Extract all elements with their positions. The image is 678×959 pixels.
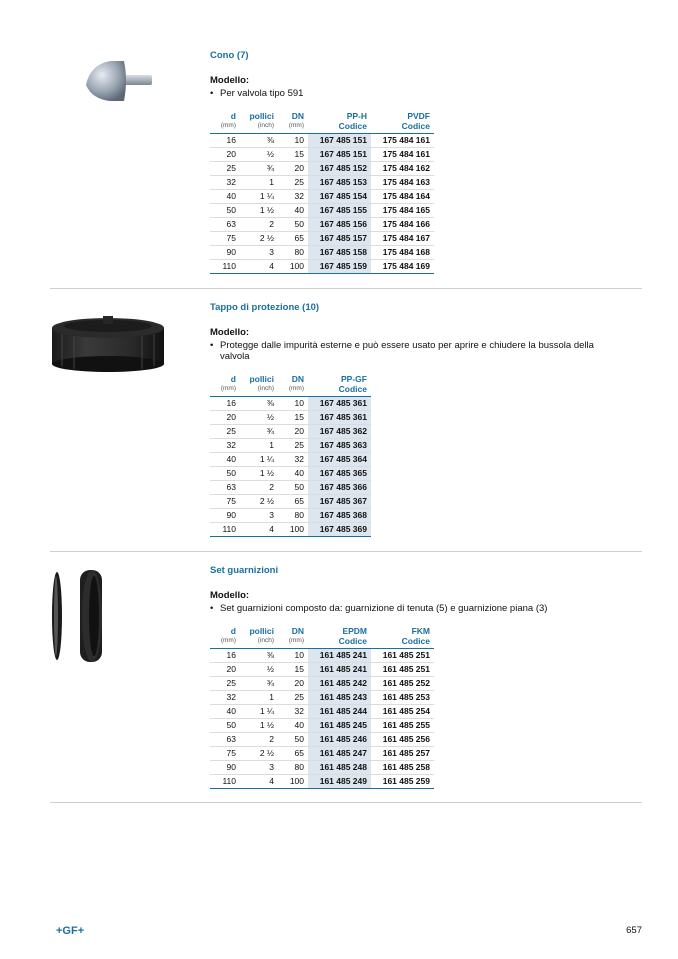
cell-code-1: 167 485 361	[308, 397, 371, 411]
cell-dn: 100	[278, 775, 308, 789]
cell-d: 75	[210, 495, 240, 509]
col-material-1: EPDM	[342, 626, 367, 636]
cell-code-2: 175 484 168	[371, 246, 434, 260]
cell-code-2: 161 485 251	[371, 663, 434, 677]
table-row	[210, 663, 434, 677]
cell-dn: 80	[278, 761, 308, 775]
cell-dn: 32	[278, 705, 308, 719]
unit-dn: (mm)	[278, 636, 308, 649]
divider	[50, 802, 642, 803]
table-row	[210, 523, 371, 537]
cell-d: 110	[210, 775, 240, 789]
cell-code-1: 167 485 151	[308, 148, 371, 162]
cell-code-2: 161 485 255	[371, 719, 434, 733]
cell-dn: 15	[278, 411, 308, 425]
cell-code-2: 161 485 256	[371, 733, 434, 747]
cell-d: 63	[210, 481, 240, 495]
cell-pollici: 4	[240, 523, 278, 537]
cell-d: 20	[210, 148, 240, 162]
cell-d: 90	[210, 246, 240, 260]
cell-d: 90	[210, 761, 240, 775]
cell-pollici: 1 ½	[240, 204, 278, 218]
cell-pollici: 1	[240, 691, 278, 705]
bullet-text: Per valvola tipo 591	[220, 88, 304, 99]
cell-pollici: 4	[240, 260, 278, 274]
cell-pollici: ¾	[240, 425, 278, 439]
cell-d: 75	[210, 747, 240, 761]
cell-pollici: 3	[240, 246, 278, 260]
cell-dn: 65	[278, 495, 308, 509]
bullet-item: • Set guarnizioni composto da: guarnizione di tenuta (5) e guarnizione piana (3)	[210, 603, 620, 614]
cell-pollici: 2 ½	[240, 747, 278, 761]
table-row	[210, 691, 434, 705]
cell-code-1: 167 485 152	[308, 162, 371, 176]
cell-d: 40	[210, 190, 240, 204]
cell-d: 63	[210, 218, 240, 232]
cell-code-1: 167 485 157	[308, 232, 371, 246]
cell-d: 32	[210, 691, 240, 705]
col-material-2: PVDF	[407, 111, 430, 121]
spec-table	[210, 626, 434, 789]
cell-dn: 15	[278, 663, 308, 677]
cell-pollici: ½	[240, 411, 278, 425]
cell-code-1: 161 485 241	[308, 663, 371, 677]
unit-pollici: (inch)	[240, 384, 278, 397]
cell-dn: 80	[278, 509, 308, 523]
cell-d: 110	[210, 260, 240, 274]
table-row	[210, 134, 434, 148]
cell-pollici: 2 ½	[240, 495, 278, 509]
cell-dn: 10	[278, 134, 308, 148]
unit-d: (mm)	[210, 121, 240, 134]
cell-dn: 40	[278, 467, 308, 481]
col-pollici: pollici	[249, 111, 274, 121]
table-row	[210, 481, 371, 495]
cell-pollici: 1 ¼	[240, 453, 278, 467]
cell-pollici: 4	[240, 775, 278, 789]
cell-code-1: 167 485 155	[308, 204, 371, 218]
divider	[50, 288, 642, 289]
bullet-text: Protegge dalle impurità esterne e può essere usato per aprire e chiudere la bussola della valvola	[220, 340, 594, 362]
cell-code-1: 161 485 241	[308, 649, 371, 663]
table-row	[210, 719, 434, 733]
cell-code-1: 167 485 361	[308, 411, 371, 425]
unit-dn: (mm)	[278, 384, 308, 397]
cell-code-2: 161 485 259	[371, 775, 434, 789]
col-material-1: PP-H	[346, 111, 367, 121]
cell-dn: 50	[278, 218, 308, 232]
cell-code-1: 161 485 242	[308, 677, 371, 691]
cell-code-1: 167 485 154	[308, 190, 371, 204]
col-d: d	[230, 111, 236, 121]
cell-code-2: 161 485 254	[371, 705, 434, 719]
table-row	[210, 411, 371, 425]
unit-code-1: Codice	[308, 636, 371, 649]
table-row	[210, 176, 434, 190]
unit-code-1: Codice	[308, 384, 371, 397]
cell-d: 25	[210, 425, 240, 439]
table-row	[210, 246, 434, 260]
table-row	[210, 495, 371, 509]
table-row	[210, 260, 434, 274]
table-row	[210, 453, 371, 467]
cell-dn: 65	[278, 232, 308, 246]
cell-code-2: 161 485 252	[371, 677, 434, 691]
col-material-1: PP-GF	[341, 374, 367, 384]
cell-d: 16	[210, 649, 240, 663]
cell-code-2: 175 484 162	[371, 162, 434, 176]
table-body	[210, 649, 434, 789]
cell-d: 63	[210, 733, 240, 747]
table-row	[210, 232, 434, 246]
modello-label: Modello:	[210, 590, 250, 601]
cell-dn: 25	[278, 691, 308, 705]
cell-pollici: ⅜	[240, 397, 278, 411]
cell-pollici: ½	[240, 663, 278, 677]
col-d: d	[230, 374, 236, 384]
cell-dn: 20	[278, 425, 308, 439]
cell-code-1: 161 485 249	[308, 775, 371, 789]
table-row	[210, 775, 434, 789]
section-title: Tappo di protezione (10)	[210, 302, 320, 313]
table-row	[210, 677, 434, 691]
cell-code-1: 167 485 366	[308, 481, 371, 495]
cell-code-2: 175 484 163	[371, 176, 434, 190]
cell-pollici: 1 ½	[240, 467, 278, 481]
cell-code-1: 167 485 368	[308, 509, 371, 523]
cell-code-1: 167 485 153	[308, 176, 371, 190]
cell-pollici: 1 ¼	[240, 705, 278, 719]
cell-code-1: 167 485 365	[308, 467, 371, 481]
spec-table	[210, 374, 371, 537]
gf-logo: +GF+	[56, 925, 85, 937]
unit-code-2: Codice	[371, 636, 434, 649]
cell-d: 110	[210, 523, 240, 537]
table-row	[210, 509, 371, 523]
section-guarnizioni	[210, 565, 620, 789]
cell-pollici: ½	[240, 148, 278, 162]
cell-pollici: 2	[240, 481, 278, 495]
table-row	[210, 148, 434, 162]
cell-code-1: 167 485 156	[308, 218, 371, 232]
unit-code-2: Codice	[371, 121, 434, 134]
unit-dn: (mm)	[278, 121, 308, 134]
col-pollici: pollici	[249, 626, 274, 636]
cell-code-1: 161 485 247	[308, 747, 371, 761]
cell-code-1: 167 485 158	[308, 246, 371, 260]
cell-d: 50	[210, 719, 240, 733]
table-row	[210, 649, 434, 663]
cell-d: 90	[210, 509, 240, 523]
cell-pollici: ⅜	[240, 649, 278, 663]
bullet-item: • Protegge dalle impurità esterne e può essere usato per aprire e chiudere la bussola della valvola	[210, 340, 620, 362]
cell-dn: 65	[278, 747, 308, 761]
cell-code-2: 161 485 258	[371, 761, 434, 775]
table-row	[210, 747, 434, 761]
cone-image	[80, 55, 160, 110]
table-row	[210, 705, 434, 719]
cell-d: 40	[210, 705, 240, 719]
table-body	[210, 134, 434, 274]
cell-code-2: 175 484 169	[371, 260, 434, 274]
cell-pollici: 1	[240, 439, 278, 453]
cell-code-1: 161 485 248	[308, 761, 371, 775]
cell-dn: 50	[278, 481, 308, 495]
cell-dn: 20	[278, 162, 308, 176]
table-row	[210, 425, 371, 439]
table-row	[210, 218, 434, 232]
gasket-set-image	[48, 566, 108, 664]
cell-code-1: 167 485 367	[308, 495, 371, 509]
table-row	[210, 467, 371, 481]
cell-pollici: ¾	[240, 677, 278, 691]
cell-pollici: 2 ½	[240, 232, 278, 246]
cell-d: 32	[210, 176, 240, 190]
unit-code-1: Codice	[308, 121, 371, 134]
table-row	[210, 761, 434, 775]
table-row	[210, 397, 371, 411]
cell-code-2: 175 484 164	[371, 190, 434, 204]
col-material-2: FKM	[411, 626, 430, 636]
unit-d: (mm)	[210, 384, 240, 397]
cell-code-2: 175 484 166	[371, 218, 434, 232]
table-row	[210, 733, 434, 747]
cell-d: 20	[210, 411, 240, 425]
cell-dn: 25	[278, 439, 308, 453]
col-dn: DN	[291, 111, 304, 121]
cell-pollici: 1 ¼	[240, 190, 278, 204]
modello-label: Modello:	[210, 75, 250, 86]
unit-pollici: (inch)	[240, 121, 278, 134]
table-row	[210, 204, 434, 218]
cell-dn: 50	[278, 733, 308, 747]
cell-pollici: ¾	[240, 162, 278, 176]
cell-dn: 25	[278, 176, 308, 190]
table-row	[210, 162, 434, 176]
modello-label: Modello:	[210, 327, 250, 338]
unit-pollici: (inch)	[240, 636, 278, 649]
bullet-item: • Per valvola tipo 591	[210, 88, 620, 99]
cell-d: 32	[210, 439, 240, 453]
cell-code-1: 161 485 246	[308, 733, 371, 747]
cell-code-2: 161 485 251	[371, 649, 434, 663]
cell-code-2: 175 484 165	[371, 204, 434, 218]
cell-dn: 32	[278, 190, 308, 204]
col-dn: DN	[291, 626, 304, 636]
cell-code-2: 161 485 253	[371, 691, 434, 705]
col-d: d	[230, 626, 236, 636]
cell-code-1: 167 485 159	[308, 260, 371, 274]
cell-code-2: 175 484 161	[371, 134, 434, 148]
cell-code-1: 167 485 362	[308, 425, 371, 439]
spec-table	[210, 111, 434, 274]
cell-dn: 40	[278, 719, 308, 733]
unit-d: (mm)	[210, 636, 240, 649]
cell-d: 50	[210, 467, 240, 481]
cell-pollici: 3	[240, 509, 278, 523]
cell-pollici: 2	[240, 733, 278, 747]
section-tappo	[210, 302, 620, 537]
table-body	[210, 397, 371, 537]
cell-code-1: 167 485 363	[308, 439, 371, 453]
cell-d: 50	[210, 204, 240, 218]
cell-code-1: 161 485 244	[308, 705, 371, 719]
cell-code-1: 161 485 245	[308, 719, 371, 733]
cell-dn: 80	[278, 246, 308, 260]
cell-d: 40	[210, 453, 240, 467]
page-number: 657	[626, 925, 642, 936]
cell-pollici: 2	[240, 218, 278, 232]
section-title: Set guarnizioni	[210, 565, 279, 576]
cell-pollici: 1 ½	[240, 719, 278, 733]
table-row	[210, 439, 371, 453]
cell-d: 20	[210, 663, 240, 677]
cell-pollici: 3	[240, 761, 278, 775]
divider	[50, 551, 642, 552]
col-dn: DN	[291, 374, 304, 384]
cell-pollici: ⅜	[240, 134, 278, 148]
cell-code-2: 175 484 167	[371, 232, 434, 246]
protection-cap-image	[48, 312, 168, 374]
cell-dn: 10	[278, 397, 308, 411]
cell-code-2: 175 484 161	[371, 148, 434, 162]
cell-code-1: 167 485 364	[308, 453, 371, 467]
cell-code-2: 161 485 257	[371, 747, 434, 761]
col-pollici: pollici	[249, 374, 274, 384]
cell-d: 16	[210, 397, 240, 411]
cell-pollici: 1	[240, 176, 278, 190]
cell-dn: 10	[278, 649, 308, 663]
section-cono	[210, 50, 620, 274]
cell-dn: 32	[278, 453, 308, 467]
cell-code-1: 167 485 369	[308, 523, 371, 537]
cell-dn: 15	[278, 148, 308, 162]
cell-dn: 100	[278, 260, 308, 274]
bullet-text: Set guarnizioni composto da: guarnizione di tenuta (5) e guarnizione piana (3)	[220, 603, 548, 614]
table-row	[210, 190, 434, 204]
cell-d: 16	[210, 134, 240, 148]
cell-dn: 100	[278, 523, 308, 537]
section-title: Cono (7)	[210, 50, 249, 61]
cell-code-1: 167 485 151	[308, 134, 371, 148]
cell-d: 75	[210, 232, 240, 246]
cell-d: 25	[210, 162, 240, 176]
cell-d: 25	[210, 677, 240, 691]
cell-dn: 40	[278, 204, 308, 218]
cell-dn: 20	[278, 677, 308, 691]
cell-code-1: 161 485 243	[308, 691, 371, 705]
